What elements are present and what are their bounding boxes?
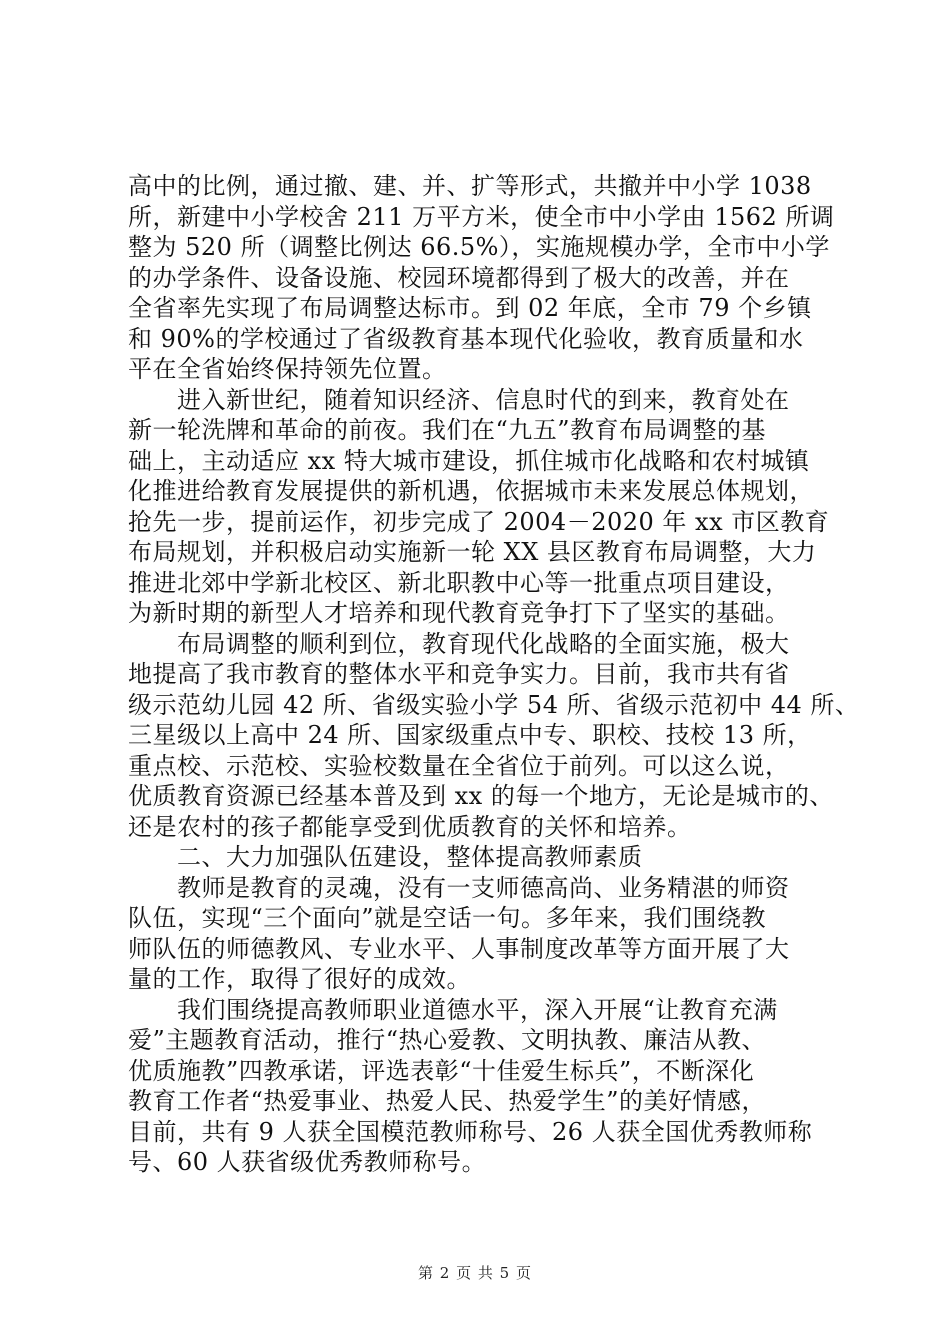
text-line: 推进北郊中学新北校区、新北职教中心等一批重点项目建设， [128,568,790,597]
text-line: 量的工作，取得了很好的成效。 [128,965,471,993]
text-line: 抢先一步，提前运作，初步完成了 2004－2020 年 xx 市区教育 [128,507,830,536]
text-line: 爱”主题教育活动，推行“热心爱教、文明执教、廉洁从教、 [128,1026,767,1054]
text-line: 我们围绕提高教师职业道德水平，深入开展“让教育充满 [128,995,778,1024]
text-line: 教育工作者“热爱事业、热爱人民、热爱学生”的美好情感， [128,1087,767,1115]
text-line: 高中的比例，通过撤、建、并、扩等形式，共撤并中小学 1038 [128,172,812,200]
text-line: 布局规划，并积极启动实施新一轮 XX 县区教育布局调整，大力 [128,538,817,566]
text-line: 为新时期的新型人才培养和现代教育竞争打下了坚实的基础。 [128,599,790,627]
page-number-footer: 第 2 页 共 5 页 [418,1264,532,1282]
text-line: 重点校、示范校、实验校数量在全省位于前列。可以这么说， [128,751,790,780]
text-line: 目前，共有 9 人获全国模范教师称号、26 人获全国优秀教师称 [128,1117,813,1146]
text-line: 所，新建中小学校舍 211 万平方米，使全市中小学由 1562 所调 [128,202,835,231]
text-line: 队伍，实现“三个面向”就是空话一句。多年来，我们围绕教 [128,904,767,932]
text-line: 和 90%的学校通过了省级教育基本现代化验收，教育质量和水 [128,324,804,353]
text-line: 教师是教育的灵魂，没有一支师德高尚、业务精湛的师资 [128,873,790,902]
text-line: 三星级以上高中 24 所、国家级重点中专、职校、技校 13 所， [128,721,812,749]
text-line: 优质教育资源已经基本普及到 xx 的每一个地方，无论是城市的、 [128,782,834,810]
text-line: 化推进给教育发展提供的新机遇，依据城市未来发展总体规划， [128,477,814,505]
text-line: 布局调整的顺利到位，教育现代化战略的全面实施，极大 [128,629,790,658]
text-line: 优质施教”四教承诺，评选表彰“十佳爱生标兵”，不断深化 [128,1056,755,1085]
text-line: 全省率先实现了布局调整达标市。到 02 年底，全市 79 个乡镇 [128,294,812,322]
text-line: 师队伍的师德教风、专业水平、人事制度改革等方面开展了大 [128,934,790,963]
document-body [128,171,860,1178]
text-line: 础上，主动适应 xx 特大城市建设，抓住城市化战略和农村城镇 [128,446,810,475]
text-line: 级示范幼儿园 42 所、省级实验小学 54 所、省级示范初中 44 所、 [128,690,860,719]
text-line: 整为 520 所（调整比例达 66.5%），实施规模办学，全市中小学 [128,233,830,261]
text-line: 平在全省始终保持领先位置。 [128,355,447,383]
section-heading: 二、大力加强队伍建设，整体提高教师素质 [128,843,643,871]
text-line: 的办学条件、设备设施、校园环境都得到了极大的改善，并在 [128,263,790,292]
text-line: 地提高了我市教育的整体水平和竞争实力。目前，我市共有省 [128,660,790,688]
text-line: 号、60 人获省级优秀教师称号。 [128,1148,487,1176]
text-line: 还是农村的孩子都能享受到优质教育的关怀和培养。 [128,812,692,841]
text-line: 进入新世纪，随着知识经济、信息时代的到来，教育处在 [128,385,790,414]
text-line: 新一轮洗牌和革命的前夜。我们在“九五”教育布局调整的基 [128,416,767,444]
